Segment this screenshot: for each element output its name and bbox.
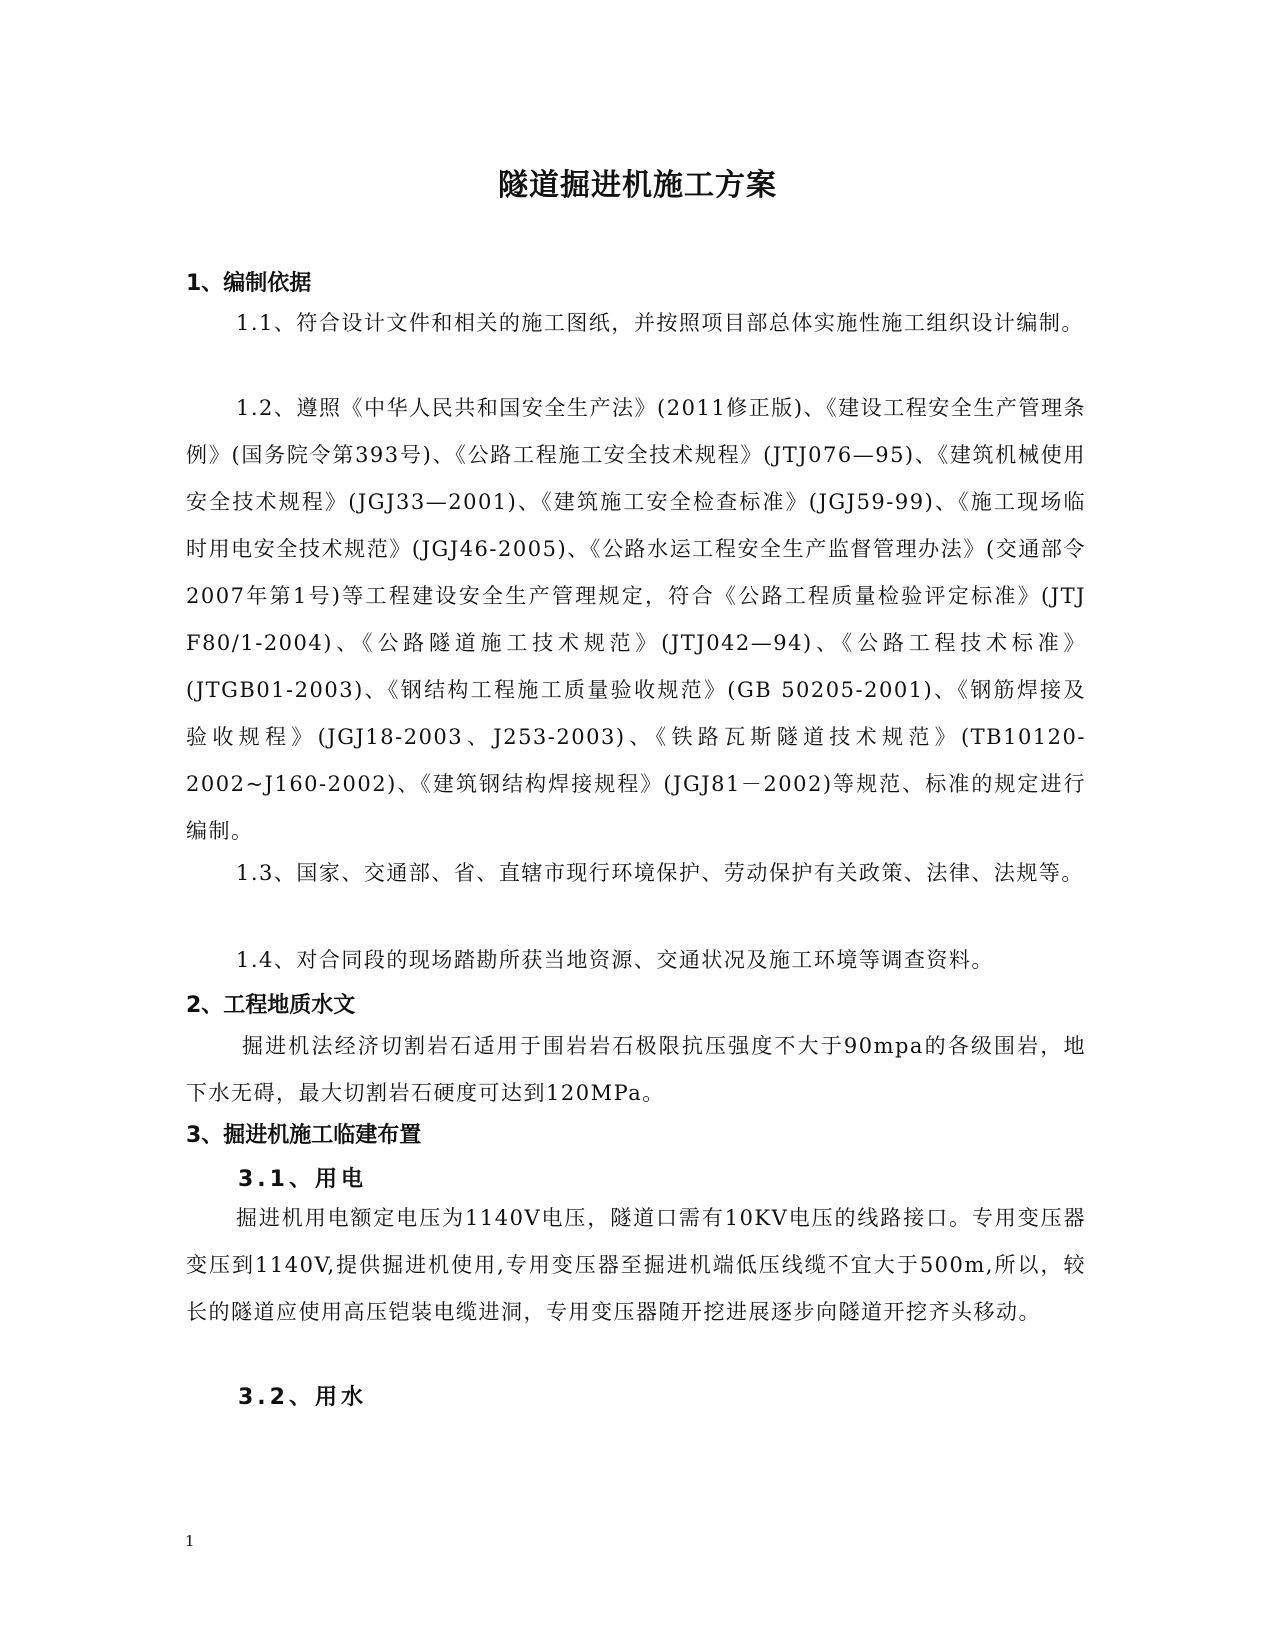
paragraph-1-4: 1.4、对合同段的现场踏勘所获当地资源、交通状况及施工环境等调查资料。 [236, 948, 994, 972]
document-title: 隧道掘进机施工方案 [498, 168, 777, 203]
subsection-heading-3-1: 3.1、用电 [238, 1167, 367, 1192]
section-heading-3: 3、掘进机施工临建布置 [186, 1123, 422, 1148]
paragraph-2: 掘进机法经济切割岩石适用于围岩岩石极限抗压强度不大于90mpa的各级围岩，地下水无碍，最大切割岩石硬度可达到120MPa。 [186, 1034, 1086, 1105]
section-heading-1: 1、编制依据 [186, 271, 312, 296]
subsection-heading-3-2: 3.2、用水 [238, 1385, 367, 1410]
paragraph-1-3: 1.3、国家、交通部、省、直辖市现行环境保护、劳动保护有关政策、法律、法规等。 [236, 861, 1084, 885]
page-number: 1 [185, 1532, 195, 1550]
paragraph-3-1: 掘进机用电额定电压为1140V电压，隧道口需有10KV电压的线路接口。专用变压器变压到1140V,提供掘进机使用,专用变压器至掘进机端低压线缆不宜大于500m,所以，较长的隧道应使用高压铠装电缆进洞，专用变压器随开挖进展逐步向隧道开挖齐头移动。 [186, 1206, 1086, 1324]
paragraph-1-2: 1.2、遵照《中华人民共和国安全生产法》(2011修正版)、《建设工程安全生产管理条例》(国务院令第393号)、《公路工程施工安全技术规程》(JTJ076—95)、《建筑机械使用安全技术规程》(JGJ33—2001)、《建筑施工安全检查标准》(JGJ59-99)、《施工现场临时用电安全技术规范》(JGJ46-2005)、《公路水运工程安全生产监督管理办法》(交通部令2007年第1号)等工程建设安全生产管理规定，符合《公路工程质量检验评定标准》(JTJ F80/1-2004)、《公路隧道施工技术规范》(JTJ042—94)、《公路工程技术标准》(JTGB01-2003)、《钢结构工程施工质量验收规范》(GB 50205-2001)、《钢筋焊接及验收规程》(JGJ18-2003、J253-2003)、《铁路瓦斯隧道技术规范》(TB10120-2002~J160-2002)、《建筑钢结构焊接规程》(JGJ81－2002)等规范、标准的规定进行编制。 [186, 396, 1086, 843]
section-heading-2: 2、工程地质水文 [186, 993, 356, 1018]
paragraph-1-1: 1.1、符合设计文件和相关的施工图纸，并按照项目部总体实施性施工组织设计编制。 [236, 311, 1084, 335]
